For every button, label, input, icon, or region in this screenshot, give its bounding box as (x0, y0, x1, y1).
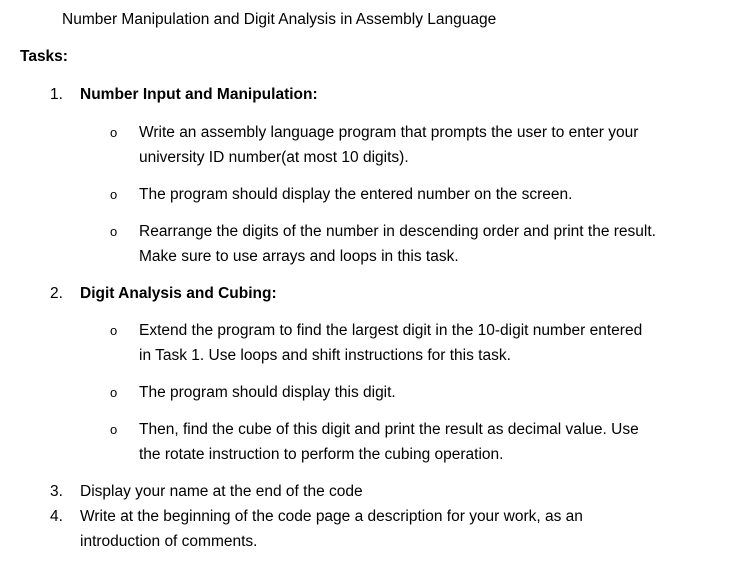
bullet-marker: o (110, 323, 118, 338)
text-line: Then, find the cube of this digit and print the result as decimal value. Use (139, 421, 639, 438)
text-line: The program should display this digit. (139, 384, 396, 401)
text-line: in Task 1. Use loops and shift instructions for this task. (139, 346, 511, 364)
task-1-title: Number Input and Manipulation: (80, 86, 318, 103)
task-3-text (80, 480, 363, 505)
text-line: introduction of comments. (80, 532, 258, 550)
bullet-marker: o (110, 385, 118, 400)
tasks-heading: Tasks: (20, 48, 68, 65)
text-line: the rotate instruction to perform the cubing operation. (139, 445, 504, 463)
task-2-title: Digit Analysis and Cubing: (80, 285, 277, 302)
bullet-marker: o (110, 187, 118, 202)
task-4-text (80, 505, 583, 554)
bullet-marker: o (110, 125, 118, 140)
task-1-number: 1. (50, 86, 63, 103)
bullet-marker: o (110, 422, 118, 437)
task-2-bullet-1 (139, 319, 642, 368)
text-line: The program should display the entered number on the screen. (139, 186, 573, 203)
task-3-number: 3. (50, 483, 63, 500)
task-1-bullet-1 (139, 121, 638, 170)
document-title: Number Manipulation and Digit Analysis in Assembly Language (62, 11, 497, 28)
task-2-bullet-2 (139, 381, 396, 406)
text-line: Write at the beginning of the code page a description for your work, as an (80, 508, 583, 525)
task-4-number: 4. (50, 508, 63, 525)
text-line: Display your name at the end of the code (80, 483, 363, 500)
text-line: Write an assembly language program that prompts the user to enter your (139, 124, 639, 141)
text-line: Make sure to use arrays and loops in this task. (139, 247, 459, 265)
task-2-number: 2. (50, 285, 63, 302)
task-2-bullet-3 (139, 418, 639, 467)
bullet-marker: o (110, 224, 118, 239)
text-line: Rearrange the digits of the number in descending order and print the result. (139, 223, 656, 240)
text-line: university ID number(at most 10 digits). (139, 148, 409, 166)
task-1-bullet-2 (139, 183, 572, 208)
task-1-bullet-3 (139, 220, 656, 269)
text-line: Extend the program to find the largest digit in the 10-digit number entered (139, 322, 643, 339)
